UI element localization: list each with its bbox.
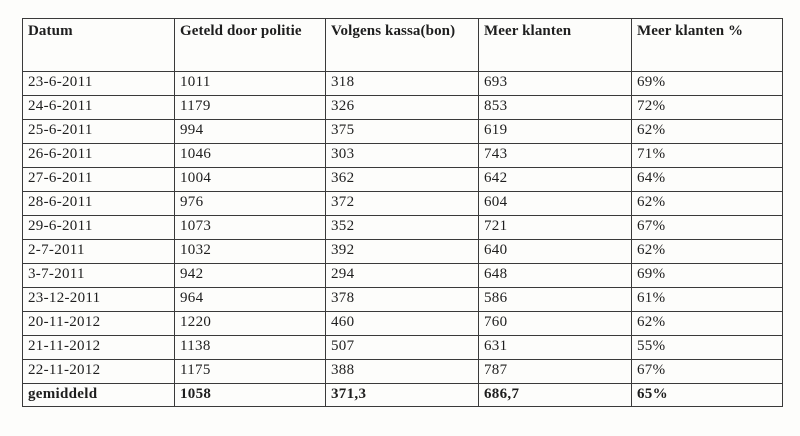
table-row xyxy=(23,168,783,192)
cell-datum: 28-6-2011 xyxy=(23,192,175,216)
table-row xyxy=(23,336,783,360)
header-volgens-kassabon: Volgens kassa(bon) xyxy=(326,19,479,72)
cell-kassa: 507 xyxy=(326,336,479,360)
cell-meer-klanten: 640 xyxy=(479,240,632,264)
total-meer-klanten: 686,7 xyxy=(479,384,632,407)
cell-geteld: 1004 xyxy=(175,168,326,192)
table-row xyxy=(23,312,783,336)
total-geteld: 1058 xyxy=(175,384,326,407)
cell-meer-klanten: 619 xyxy=(479,120,632,144)
cell-datum: 25-6-2011 xyxy=(23,120,175,144)
cell-meer-klanten: 693 xyxy=(479,72,632,96)
table-row xyxy=(23,96,783,120)
table-row xyxy=(23,192,783,216)
table-row xyxy=(23,144,783,168)
cell-meer-klanten-percent: 67% xyxy=(632,216,783,240)
cell-meer-klanten: 721 xyxy=(479,216,632,240)
cell-meer-klanten: 586 xyxy=(479,288,632,312)
header-meer-klanten: Meer klanten xyxy=(479,19,632,72)
cell-geteld: 994 xyxy=(175,120,326,144)
cell-geteld: 1011 xyxy=(175,72,326,96)
table-row xyxy=(23,288,783,312)
cell-geteld: 1032 xyxy=(175,240,326,264)
cell-kassa: 378 xyxy=(326,288,479,312)
table-header-row xyxy=(23,19,783,72)
cell-datum: 23-12-2011 xyxy=(23,288,175,312)
cell-meer-klanten: 853 xyxy=(479,96,632,120)
cell-datum: 27-6-2011 xyxy=(23,168,175,192)
cell-meer-klanten: 743 xyxy=(479,144,632,168)
cell-kassa: 375 xyxy=(326,120,479,144)
cell-geteld: 942 xyxy=(175,264,326,288)
cell-meer-klanten-percent: 69% xyxy=(632,264,783,288)
cell-meer-klanten: 787 xyxy=(479,360,632,384)
cell-geteld: 976 xyxy=(175,192,326,216)
cell-geteld: 1073 xyxy=(175,216,326,240)
cell-geteld: 1220 xyxy=(175,312,326,336)
cell-datum: 29-6-2011 xyxy=(23,216,175,240)
cell-datum: 23-6-2011 xyxy=(23,72,175,96)
cell-meer-klanten-percent: 72% xyxy=(632,96,783,120)
cell-kassa: 362 xyxy=(326,168,479,192)
table-row xyxy=(23,264,783,288)
cell-geteld: 964 xyxy=(175,288,326,312)
cell-meer-klanten: 642 xyxy=(479,168,632,192)
cell-kassa: 392 xyxy=(326,240,479,264)
cell-datum: 20-11-2012 xyxy=(23,312,175,336)
cell-kassa: 294 xyxy=(326,264,479,288)
table-row xyxy=(23,120,783,144)
cell-meer-klanten-percent: 62% xyxy=(632,312,783,336)
header-geteld-door-politie: Geteld door politie xyxy=(175,19,326,72)
table-row xyxy=(23,72,783,96)
table-row xyxy=(23,216,783,240)
cell-meer-klanten: 760 xyxy=(479,312,632,336)
cell-datum: 26-6-2011 xyxy=(23,144,175,168)
cell-meer-klanten-percent: 62% xyxy=(632,192,783,216)
cell-meer-klanten-percent: 61% xyxy=(632,288,783,312)
cell-geteld: 1175 xyxy=(175,360,326,384)
cell-meer-klanten-percent: 55% xyxy=(632,336,783,360)
cell-datum: 21-11-2012 xyxy=(23,336,175,360)
total-label: gemiddeld xyxy=(23,384,175,407)
cell-kassa: 372 xyxy=(326,192,479,216)
table-row xyxy=(23,360,783,384)
total-kassa: 371,3 xyxy=(326,384,479,407)
cell-kassa: 318 xyxy=(326,72,479,96)
cell-kassa: 303 xyxy=(326,144,479,168)
cell-meer-klanten-percent: 67% xyxy=(632,360,783,384)
cell-datum: 2-7-2011 xyxy=(23,240,175,264)
cell-datum: 24-6-2011 xyxy=(23,96,175,120)
cell-kassa: 352 xyxy=(326,216,479,240)
table-total-row xyxy=(23,384,783,407)
cell-kassa: 326 xyxy=(326,96,479,120)
total-meer-klanten-percent: 65% xyxy=(632,384,783,407)
cell-kassa: 388 xyxy=(326,360,479,384)
cell-geteld: 1138 xyxy=(175,336,326,360)
cell-datum: 22-11-2012 xyxy=(23,360,175,384)
cell-kassa: 460 xyxy=(326,312,479,336)
cell-meer-klanten-percent: 62% xyxy=(632,120,783,144)
table-row xyxy=(23,240,783,264)
cell-geteld: 1179 xyxy=(175,96,326,120)
cell-meer-klanten: 604 xyxy=(479,192,632,216)
cell-meer-klanten-percent: 64% xyxy=(632,168,783,192)
data-table xyxy=(22,18,783,407)
cell-datum: 3-7-2011 xyxy=(23,264,175,288)
header-meer-klanten-percent: Meer klanten % xyxy=(632,19,783,72)
cell-meer-klanten: 631 xyxy=(479,336,632,360)
cell-geteld: 1046 xyxy=(175,144,326,168)
header-datum: Datum xyxy=(23,19,175,72)
cell-meer-klanten: 648 xyxy=(479,264,632,288)
cell-meer-klanten-percent: 62% xyxy=(632,240,783,264)
cell-meer-klanten-percent: 69% xyxy=(632,72,783,96)
cell-meer-klanten-percent: 71% xyxy=(632,144,783,168)
